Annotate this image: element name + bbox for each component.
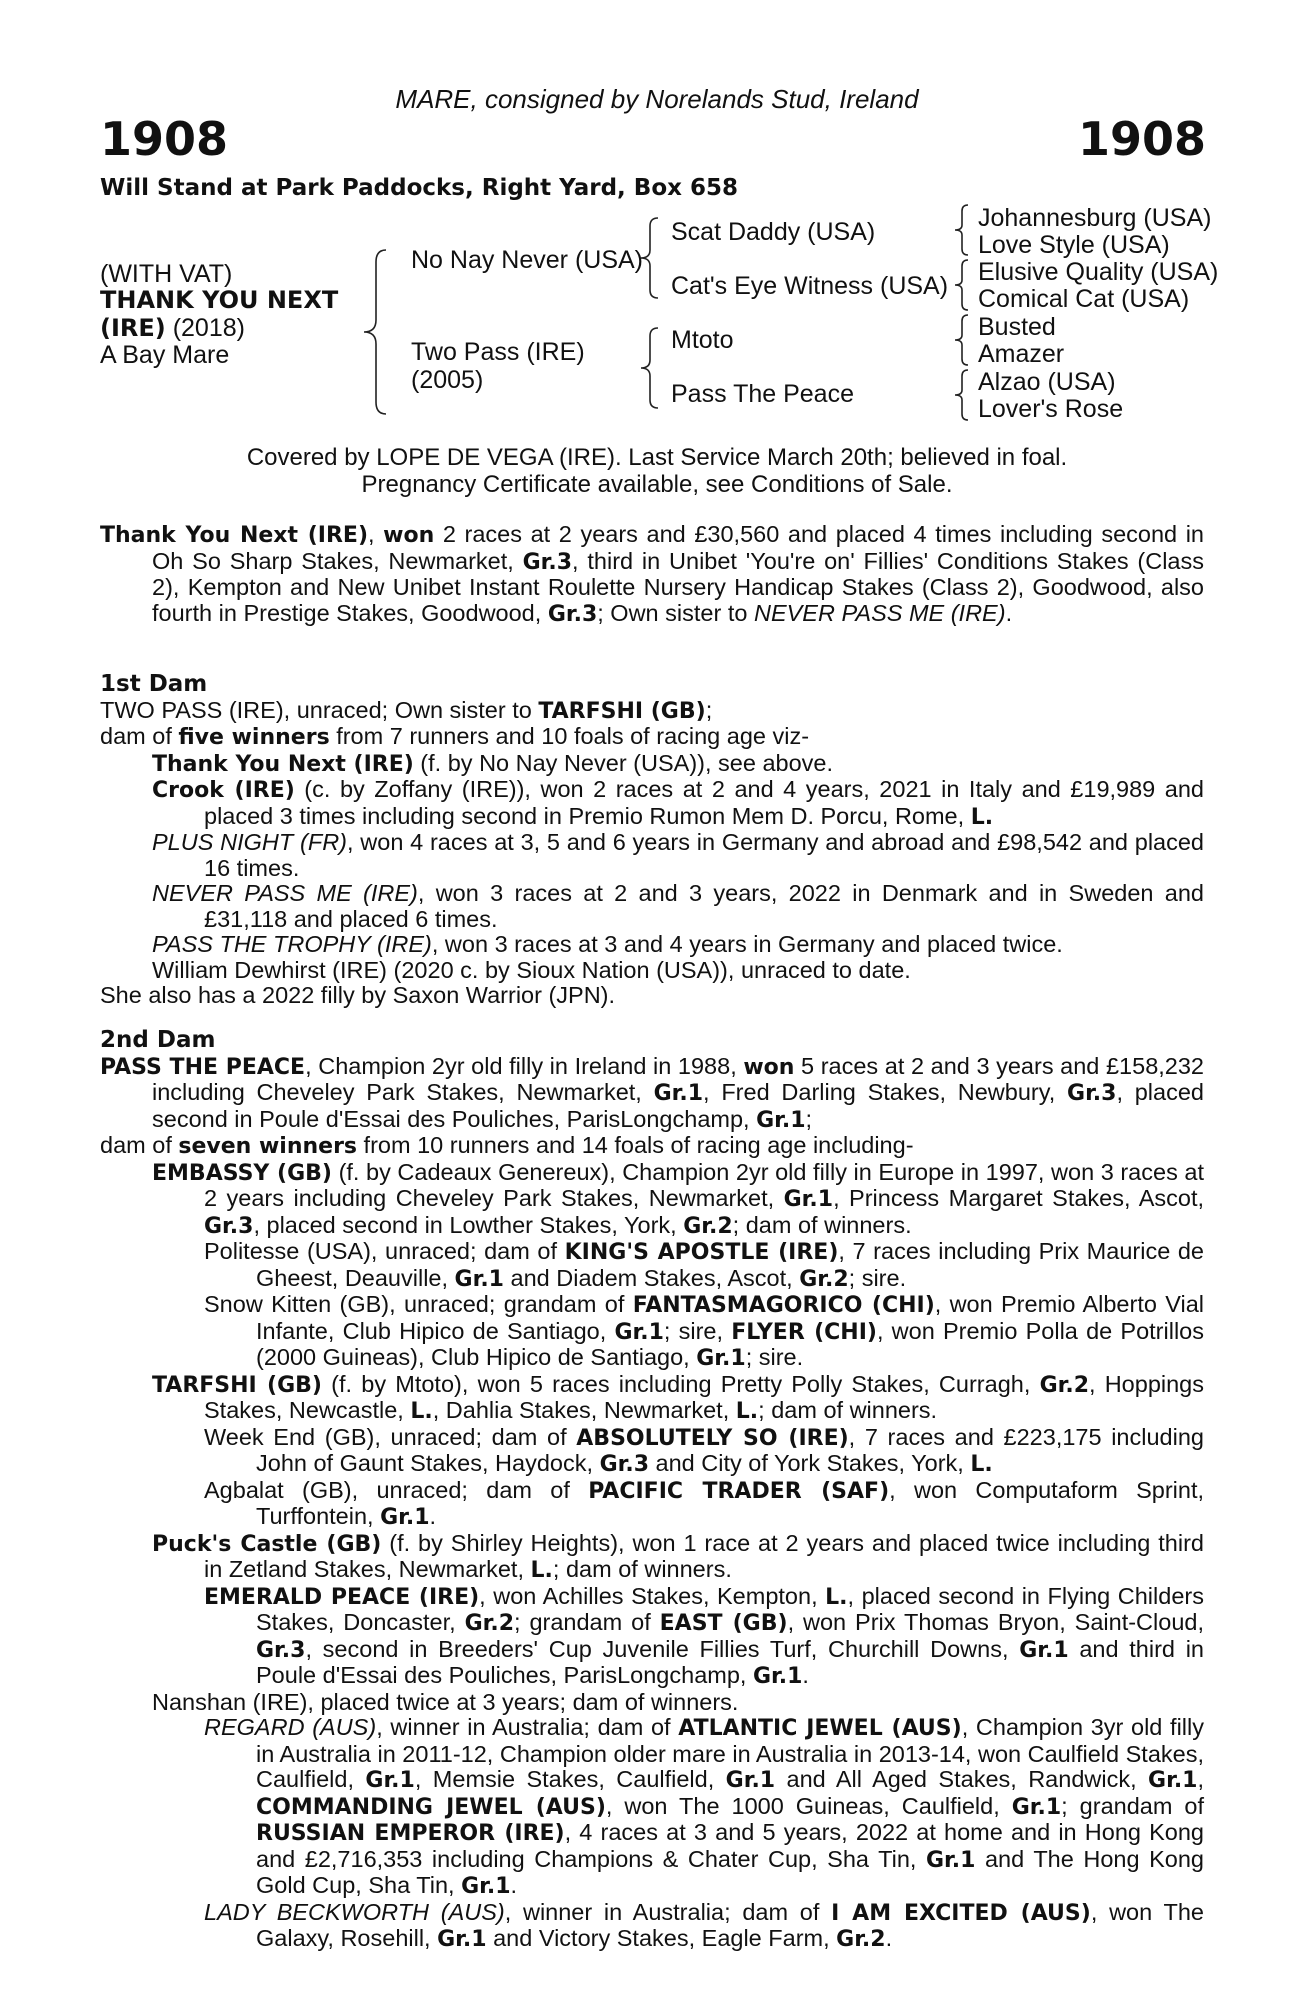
covered-note (0, 444, 1314, 498)
text: , second in Breeders' Cup Juvenile Fillies Turf, Churchill Downs, (305, 1635, 1020, 1662)
text: Politesse (USA), unraced; dam of (204, 1238, 565, 1264)
text: and City of York Stakes, York, (649, 1450, 971, 1476)
winners: seven winners (178, 1134, 358, 1159)
horse: Crook (IRE) (152, 778, 295, 803)
text: , won The 1000 Guineas, Caulfield, (605, 1792, 1012, 1819)
brace-sd (952, 258, 972, 314)
stand-location: Will Stand at Park Paddocks, Right Yard, Box 658 (100, 175, 738, 201)
consignor-line: MARE, consigned by Norelands Stud, Ireland (395, 84, 919, 114)
won: won (743, 1054, 795, 1080)
horse: TARFSHI (GB) (538, 698, 706, 724)
dam-year: (2005) (411, 366, 484, 394)
dam-dam-sire: Alzao (USA) (978, 368, 1116, 396)
descendant-entry (100, 1478, 1204, 1531)
horse: EAST (GB) (659, 1611, 788, 1636)
grade: Gr.1 (756, 1107, 806, 1133)
text: , won The Galaxy, Rosehill, (256, 1898, 1204, 1951)
offspring-entry (100, 751, 1204, 778)
grade: Gr.2 (683, 1213, 733, 1239)
brace-ds (952, 313, 972, 369)
text: , 7 races and £223,175 including John of Gaunt Stakes, Haydock, (256, 1423, 1204, 1476)
horse: EMERALD PEACE (IRE) (204, 1584, 480, 1610)
text: ; dam of winners. (758, 1397, 938, 1423)
winners: five winners (178, 725, 330, 750)
descendant-entry (100, 1900, 1204, 1953)
text: 5 races at 2 and 3 years and £158,232 including Cheveley Park Stakes, Newmarket, (152, 1052, 1204, 1105)
text: (f. by Shirley Heights), won 1 race at 2 years and placed twice including third in Zetland Stakes, Newmarket, (204, 1529, 1204, 1582)
text: , won 4 races at 3, 5 and 6 years in Germany and abroad and £98,542 and placed 16 times. (204, 829, 1205, 881)
text: (c. by Zoffany (IRE)), won 2 races at 2 and 4 years, 2021 in Italy and £19,989 and placed 3 times including second in Premio Rumon Mem D. Porcu, Rome, (204, 776, 1204, 829)
text: , Princess Margaret Stakes, Ascot, (833, 1185, 1204, 1211)
horse-country: (IRE) (100, 314, 166, 342)
text: , won Prix Thomas Bryon, Saint-Cloud, (787, 1609, 1204, 1635)
summary-sister: NEVER PASS ME (IRE) (753, 599, 1006, 626)
sire-dam-sire: Elusive Quality (USA) (978, 258, 1219, 286)
text: , won 3 races at 2 and 3 years, 2022 in Denmark and in Sweden and £31,118 and placed 6 times. (204, 880, 1204, 932)
grade: Gr.3 (599, 1452, 649, 1477)
first-dam-produce (100, 724, 1204, 751)
text: ; dam of winners. (732, 1211, 912, 1238)
text: , Hoppings Stakes, Newcastle, (204, 1370, 1205, 1423)
horse: PLUS NIGHT (FR) (152, 829, 347, 855)
covered-line-1: Covered by LOPE DE VEGA (IRE). Last Service March 20th; believed in foal. (246, 444, 1068, 471)
text: Week End (GB), unraced; dam of (204, 1423, 577, 1450)
race-summary (100, 522, 1204, 627)
sire-name: No Nay Never (USA) (411, 246, 643, 274)
horse: RUSSIAN EMPEROR (IRE) (256, 1821, 565, 1846)
text: Nanshan (IRE), placed twice at 3 years; dam of winners. (152, 1688, 739, 1715)
text: (f. by Mtoto), won 5 races including Pretty Polly Stakes, Curragh, (322, 1370, 1040, 1397)
grade: Gr.2 (799, 1266, 849, 1292)
summary-text: 2 races at 2 years and £30,560 and placed 4 times including second in Oh So Sharp Stakes, Newmarket, (152, 521, 1205, 574)
horse-name-line2 (100, 314, 245, 342)
text: Agbalat (GB), unraced; dam of (204, 1476, 589, 1503)
grade: Gr.1 (696, 1346, 746, 1371)
brace-dd (952, 368, 972, 424)
horse: EMBASSY (GB) (152, 1160, 332, 1186)
dam-sire: Mtoto (671, 326, 734, 354)
text: , won Premio Alberto Vial Infante, Club Hipico de Santiago, (256, 1291, 1204, 1344)
brace-dam (638, 326, 662, 412)
dam-dam-dam: Lover's Rose (978, 395, 1124, 423)
grade: Gr.1 (380, 1505, 430, 1530)
grade: Gr.1 (1019, 1637, 1069, 1663)
first-dam-heading: 1st Dam (100, 671, 208, 697)
grade: Gr.1 (1148, 1768, 1198, 1793)
second-dam-produce (100, 1133, 1204, 1160)
grade: Gr.1 (365, 1768, 415, 1793)
text: and Victory Stakes, Eagle Farm, (486, 1925, 837, 1951)
text: from 10 runners and 14 foals of racing age including- (357, 1132, 914, 1158)
text: . (429, 1503, 437, 1529)
text: ; (705, 696, 713, 723)
text: ; grandam of (514, 1609, 660, 1635)
text: dam of (100, 723, 179, 749)
text: , Memsie Stakes, Caulfield, (414, 1766, 726, 1792)
text: and All Aged Stakes, Randwick, (775, 1766, 1149, 1792)
text: , placed second in Flying Childers Stakes, Doncaster, (256, 1582, 1204, 1635)
offspring-entry (100, 932, 1204, 958)
lot-number-left: 1908 (100, 112, 229, 166)
text: TWO PASS (IRE), unraced; Own sister to (100, 696, 539, 723)
text: from 7 runners and 10 foals of racing age viz- (329, 723, 810, 749)
grade: Gr.3 (204, 1213, 254, 1239)
summary-text: . (1005, 599, 1013, 626)
horse: ATLANTIC JEWEL (AUS) (678, 1716, 962, 1741)
sire-sire: Scat Daddy (USA) (671, 218, 876, 246)
text: ; (805, 1105, 813, 1132)
grade: Gr.2 (836, 1927, 886, 1952)
grade: Gr.3 (256, 1637, 306, 1663)
horse-name: THANK YOU NEXT (100, 286, 339, 314)
text: , won Premio Polla de Potrillos (2000 Guineas), Club Hipico de Santiago, (256, 1317, 1204, 1370)
horse: NEVER PASS ME (IRE) (152, 880, 418, 906)
text: , Dahlia Stakes, Newmarket, (432, 1397, 736, 1423)
grade: Gr.1 (1011, 1794, 1062, 1820)
text: (f. by No Nay Never (USA)), see above. (413, 749, 834, 776)
horse: PASS THE TROPHY (IRE) (152, 931, 432, 957)
text: , Champion 2yr old filly in Ireland in 1988, (305, 1052, 744, 1079)
text: ; sire. (848, 1264, 907, 1291)
brace-sire (638, 216, 662, 302)
summary-text: , third in Unibet 'You're on' Fillies' Conditions Stakes (Class 2), Kempton and New Unibet Instant Roulette Nursery Handicap Stakes (Class 2), Goodwood, also fourth in Prestige Stakes, Goodwood, (152, 547, 1204, 626)
grade: Gr.2 (464, 1611, 514, 1636)
text: dam of (100, 1132, 179, 1158)
vat-note: (WITH VAT) (100, 260, 233, 288)
brace-ss (952, 203, 972, 259)
text: . (885, 1925, 893, 1951)
sire-sire-sire: Johannesburg (USA) (978, 204, 1212, 232)
descendant-entry (100, 1292, 1204, 1372)
text: ; sire. (745, 1344, 804, 1370)
text: , placed second in Lowther Stakes, York, (253, 1211, 684, 1238)
summary-text: ; Own sister to (597, 599, 754, 626)
dam-name: Two Pass (IRE) (411, 338, 585, 366)
brace-main (360, 248, 390, 418)
horse: FLYER (CHI) (731, 1319, 877, 1345)
grade: Gr.3 (522, 549, 573, 575)
horse: REGARD (AUS) (204, 1714, 377, 1740)
horse: Puck's Castle (GB) (152, 1531, 382, 1557)
grade: L. (530, 1558, 553, 1583)
summary-paragraph: Thank You Next (IRE), won 2 races at 2 years and £30,560 and placed 4 times including second in Oh So Sharp Stakes, Newmarket, Gr.3, third in Unibet 'You're on' Fillies' Conditions Stakes (Class 2), Kempton and New Unibet Instant Roulette Nursery Handicap Stakes (Class 2), Goodwood, also fourth in Prestige Stakes, Goodwood, Gr.3; Own sister to NEVER PASS ME (IRE). (100, 521, 1205, 627)
grade: Gr.2 (1039, 1372, 1089, 1398)
horse-year: (2018) (165, 314, 245, 342)
offspring-entry (100, 881, 1204, 932)
grade: Gr.1 (925, 1847, 976, 1873)
dam-sire-dam: Amazer (978, 340, 1065, 368)
offspring-entry (100, 958, 1204, 984)
text: ; sire, (663, 1317, 732, 1344)
text: , won 3 races at 3 and 4 years in Germany and placed twice. (431, 931, 1063, 957)
text: , won Achilles Stakes, Kempton, (479, 1582, 826, 1609)
grade: L. (970, 804, 994, 830)
text: , 4 races at 3 and 5 years, 2022 at home and in Hong Kong and £2,716,353 including Champions & Chater Cup, Sha Tin, (256, 1819, 1204, 1872)
horse: KING'S APOSTLE (IRE) (564, 1240, 839, 1265)
text: , winner in Australia; dam of (376, 1714, 679, 1740)
second-dam-section (100, 1028, 1204, 1953)
first-dam-section (100, 672, 1204, 1009)
horse: LADY BECKWORTH (AUS) (204, 1898, 505, 1925)
text: , Champion 3yr old filly in Australia in 2011-12, Champion older mare in Australia in 2013-14, won Caulfield Stakes, Caulfield, (256, 1714, 1204, 1792)
horse-description: A Bay Mare (100, 341, 230, 369)
grade: Gr.1 (653, 1081, 704, 1106)
descendant-entry (100, 1239, 1204, 1292)
summary-horse: Thank You Next (IRE) (100, 523, 368, 548)
horse: Thank You Next (IRE) (152, 751, 414, 777)
text: and Diadem Stakes, Ascot, (503, 1264, 800, 1291)
second-dam-heading: 2nd Dam (100, 1027, 216, 1053)
offspring-entry (100, 1531, 1204, 1584)
text: . (802, 1662, 809, 1688)
text: , placed second in Poule d'Essai des Pouliches, ParisLongchamp, (152, 1079, 1204, 1132)
text: and The Hong Kong Gold Cup, Sha Tin, (256, 1845, 1204, 1898)
horse: COMMANDING JEWEL (AUS) (256, 1794, 606, 1820)
text: (f. by Cadeaux Genereux), Champion 2yr old filly in Europe in 1997, won 3 races at 2 years including Cheveley Park Stakes, Newmarket, (204, 1158, 1204, 1211)
grade: Gr.3 (547, 601, 598, 627)
text: Snow Kitten (GB), unraced; grandam of (204, 1291, 633, 1317)
horse: ABSOLUTELY SO (IRE) (576, 1425, 849, 1451)
text: , 7 races including Prix Maurice de Gheest, Deauville, (256, 1238, 1204, 1291)
text: William Dewhirst (IRE) (2020 c. by Sioux Nation (USA)), unraced to date. (152, 956, 911, 983)
horse: FANTASMAGORICO (CHI) (632, 1293, 935, 1318)
grade: Gr.1 (461, 1874, 511, 1899)
grade: Gr.3 (1067, 1081, 1117, 1106)
second-dam-record (100, 1054, 1204, 1134)
offspring-entry (100, 1160, 1204, 1240)
grade: Gr.1 (454, 1266, 504, 1292)
offspring-entry (100, 1690, 1204, 1716)
text: , Fred Darling Stakes, Newbury, (703, 1079, 1068, 1105)
grade: L. (970, 1452, 993, 1477)
offspring-entry (100, 830, 1204, 881)
horse: PASS THE PEACE (100, 1054, 306, 1080)
horse: TARFSHI (GB) (152, 1372, 322, 1398)
dam-sire-sire: Busted (978, 313, 1056, 341)
first-dam-line (100, 698, 1204, 725)
text: and third in Poule d'Essai des Pouliches, ParisLongchamp, (256, 1635, 1204, 1688)
horse: PACIFIC TRADER (SAF) (588, 1478, 890, 1504)
sire-sire-dam: Love Style (USA) (978, 231, 1170, 259)
grade: Gr.1 (614, 1319, 664, 1345)
covered-line-2: Pregnancy Certificate available, see Conditions of Sale. (361, 471, 953, 498)
text: . (510, 1872, 518, 1898)
text: , won Computaform Sprint, Turffontein, (256, 1476, 1205, 1529)
grade: Gr.1 (437, 1927, 487, 1952)
grade: L. (735, 1399, 759, 1424)
dam-dam: Pass The Peace (671, 380, 854, 408)
grade: L. (410, 1399, 433, 1424)
text: , winner in Australia; dam of (504, 1898, 832, 1925)
sire-dam: Cat's Eye Witness (USA) (671, 272, 949, 300)
lot-number-right: 1908 (1077, 112, 1206, 166)
offspring-entry (100, 777, 1204, 830)
horse: I AM EXCITED (AUS) (831, 1900, 1091, 1926)
summary-won: won (383, 523, 435, 548)
descendant-entry (100, 1584, 1204, 1690)
first-dam-also: She also has a 2022 filly by Saxon Warrior (JPN). (100, 982, 616, 1008)
grade: Gr.1 (783, 1187, 834, 1212)
sire-dam-dam: Comical Cat (USA) (978, 285, 1190, 313)
text: ; grandam of (1061, 1792, 1204, 1819)
text: ; dam of winners. (552, 1556, 732, 1582)
grade: Gr.1 (752, 1664, 803, 1689)
grade: L. (825, 1584, 848, 1610)
grade: Gr.1 (725, 1768, 776, 1793)
descendant-entry (100, 1425, 1204, 1478)
descendant-entry (100, 1715, 1204, 1900)
text: , (1197, 1766, 1205, 1792)
offspring-entry (100, 1372, 1204, 1425)
